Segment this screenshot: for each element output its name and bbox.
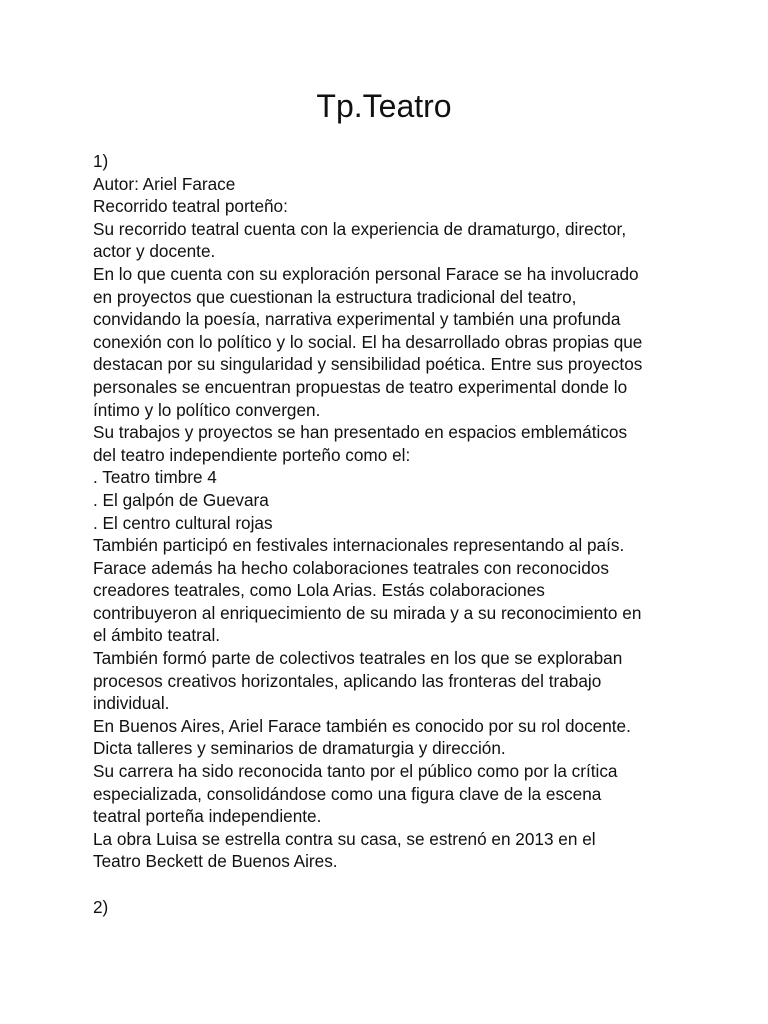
paragraph-line: procesos creativos horizontales, aplicando las fronteras del trabajo: [93, 670, 602, 691]
paragraph-line: destacan por su singularidad y sensibilidad poética. Entre sus proyectos: [93, 354, 643, 375]
paragraph-line: conexión con lo político y lo social. El ha desarrollado obras propias que: [93, 331, 643, 352]
paragraph-line: individual.: [93, 693, 170, 714]
list-item: . Teatro timbre 4: [93, 467, 217, 488]
paragraph-line: Teatro Beckett de Buenos Aires.: [93, 851, 338, 872]
list-item: . El galpón de Guevara: [93, 489, 269, 510]
section-number-2: 2): [93, 896, 109, 917]
paragraph-line: íntimo y lo político convergen.: [93, 399, 321, 420]
paragraph-line: el ámbito teatral.: [93, 625, 221, 646]
blank-line: [93, 873, 683, 896]
paragraph-line: del teatro independiente porteño como el:: [93, 444, 411, 465]
paragraph-line: La obra Luisa se estrella contra su casa, se estrenó en 2013 en el: [93, 828, 596, 849]
paragraph-line: en proyectos que cuestionan la estructura tradicional del teatro,: [93, 286, 577, 307]
paragraph-line: convidando la poesía, narrativa experimental y también una profunda: [93, 309, 621, 330]
paragraph-line: También participó en festivales internacionales representando al país.: [93, 535, 625, 556]
paragraph-line: contribuyeron al enriquecimiento de su mirada y a su reconocimiento en: [93, 602, 642, 623]
author-line: Autor: Ariel Farace: [93, 173, 236, 194]
paragraph-line: Su trabajos y proyectos se han presentado en espacios emblemáticos: [93, 422, 628, 443]
paragraph-line: creadores teatrales, como Lola Arias. Estás colaboraciones: [93, 580, 545, 601]
paragraph-line: teatral porteña independiente.: [93, 806, 322, 827]
paragraph-line: especializada, consolidándose como una figura clave de la escena: [93, 783, 602, 804]
list-item: . El centro cultural rojas: [93, 512, 273, 533]
paragraph-line: Su carrera ha sido reconocida tanto por el público como por la crítica: [93, 761, 618, 782]
paragraph-line: Su recorrido teatral cuenta con la experiencia de dramaturgo, director,: [93, 218, 627, 239]
paragraph-line: En Buenos Aires, Ariel Farace también es conocido por su rol docente.: [93, 715, 631, 736]
subheading-recorrido: Recorrido teatral porteño:: [93, 196, 288, 217]
document-body: [93, 150, 683, 918]
paragraph-line: actor y docente.: [93, 241, 216, 262]
paragraph-line: En lo que cuenta con su exploración personal Farace se ha involucrado: [93, 263, 639, 284]
paragraph-line: También formó parte de colectivos teatrales en los que se exploraban: [93, 648, 623, 669]
section-number-1: 1): [93, 151, 109, 171]
paragraph-line: Farace además ha hecho colaboraciones teatrales con reconocidos: [93, 557, 609, 578]
page-title: Tp.Teatro: [316, 88, 452, 124]
paragraph-line: personales se encuentran propuestas de teatro experimental donde lo: [93, 376, 628, 397]
paragraph-line: Dicta talleres y seminarios de dramaturgia y dirección.: [93, 738, 506, 759]
